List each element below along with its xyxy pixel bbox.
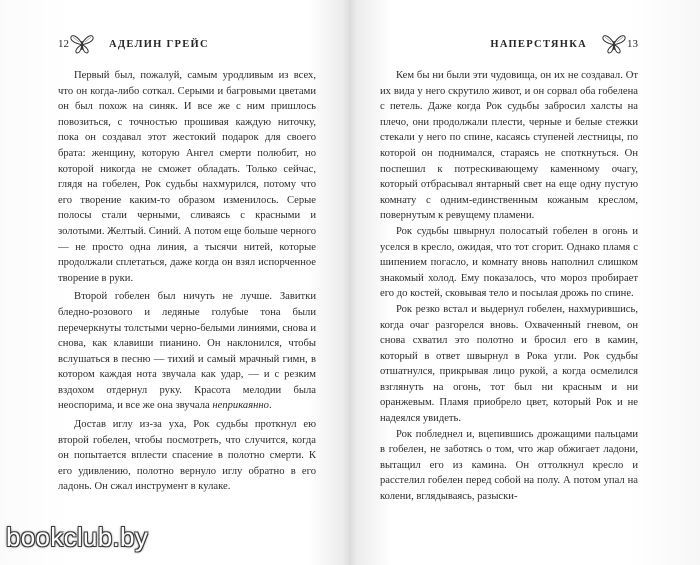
left-paragraph-1: Первый был, пожалуй, самым уродливым из всех, что он когда-либо соткал. Серыми и багровыми цветами он был похож на синяк. И все же с ним пришлось повозиться, с точностью прошивая каждую ниточку, пока он создавал этот жестокий подарок для своего брата: женщину, которую Ангел смерти полюбит, но которой никогда не сможет обладать. Только сейчас, глядя на гобелен, Рок судьбы нахмурился, потому что его творение каким-то образом изменилось. Серые полосы стали черными, сливаясь с красными и золотыми. Желтый. Синий. А потом еще больше черного — не просто одна линия, а тысячи нитей, которые продолжали сплетаться, даже когда он взял испорченное творение в руки. (58, 70, 316, 284)
left-running-head (58, 32, 316, 56)
right-body-text (380, 68, 638, 505)
right-paragraph-1: Кем бы ни были эти чудовища, он их не создавал. От их вида у него скрутило живот, и он сорвал оба гобелена с петель. Даже когда Рок судьбы забросил халсты на плечо, они продолжали плести, черные и белые стежки стекали у него по спине, касаясь ступеней лестницы, по которой он поднимался, стараясь не споткнуться. Он поспешил к потрескивающему каменному очагу, который отбрасывал янтарный свет на еще одну пустую комнату с одним-единственным кожаным креслом, повернутым к ревущему пламени. (380, 70, 638, 222)
right-running-head-title: НАПЕРСТЯНКА (490, 38, 587, 50)
left-page (58, 32, 316, 565)
butterfly-icon (69, 33, 95, 55)
left-paragraph-3: Достав иглу из-за уха, Рок судьбы проткнул ею второй гобелен, чтобы посмотреть, что случится, когда он попытается вплести спасение в полотно смерти. К его удивлению, полотно вернуло иглу обратно в его ладонь. Он сжал инструмент в кулаке. (58, 419, 316, 493)
left-running-head-title: АДЕЛИН ГРЕЙС (109, 38, 209, 50)
left-paragraph-2: Второй гобелен был ничуть не лучше. Завитки бледно-розового и ледяные голубые тона были перечеркнуты толстыми черно-белыми линиями, снова и снова, как клавиши пианино. Он наклонился, чтобы вслушаться в песню — тихий и самый мрачный гимн, в котором каждая нота звучала как удар, — и с резким вздохом отдернул руку. Красота мелодии была неоспорима, и все же она звучала неприкаянно. (58, 291, 316, 412)
right-paragraph-2: Рок судьбы швырнул полосатый гобелен в огонь и уселся в кресло, ожидая, что тот сгорит. Однако пламя с шипением погасло, и комнату вновь наполнил слишком знакомый холод. Ему показалось, что мороз пробирает его до костей, сковывая тело и посылая дрожь по спине. (380, 225, 638, 300)
right-running-head (380, 32, 638, 56)
left-folio: 12 (58, 38, 69, 50)
right-page (380, 32, 638, 565)
watermark: bookclub.by (6, 522, 149, 552)
left-paragraph-2-text: Второй гобелен был ничуть не лучше. Завитки бледно-розового и ледяные голубые тона были перечеркнуты толстыми черно-белыми линиями, снова и снова, как клавиши пианино. Он наклонился, чтобы вслушаться в песню — тихий и самый мрачный гимн, в котором каждая нота звучала как удар, — и с резким вздохом отдернул руку. Красота мелодии была неоспорима, и все же она звучала (58, 291, 316, 412)
butterfly-icon (601, 33, 627, 55)
left-body-text (58, 68, 316, 495)
right-paragraph-3: Рок резко встал и выдернул гобелен, нахмурившись, когда очаг разгорелся вновь. Охваченный гневом, он снова схватил это полотно и бросил его в камин, который в ответ швырнул в Рока угли. Рок судьбы отшатнулся, прикрывая лицо рукой, а когда осмелился взглянуть на огонь, тот был ни красным и ни оранжевым. Пламя приобрело цвет, который Рок и не надеялся увидеть. (380, 303, 638, 425)
right-paragraph-4: Рок побледнел и, вцепившись дрожащими пальцами в гобелен, не заботясь о том, что жар обжигает ладони, вытащил его из камина. Он оттолкнул кресло и расстелил гобелен перед собой на полу. А потом упал на колени, вглядываясь, разыски- (380, 428, 638, 503)
italic-word: неприкаянно (212, 400, 269, 412)
right-folio: 13 (627, 38, 638, 50)
